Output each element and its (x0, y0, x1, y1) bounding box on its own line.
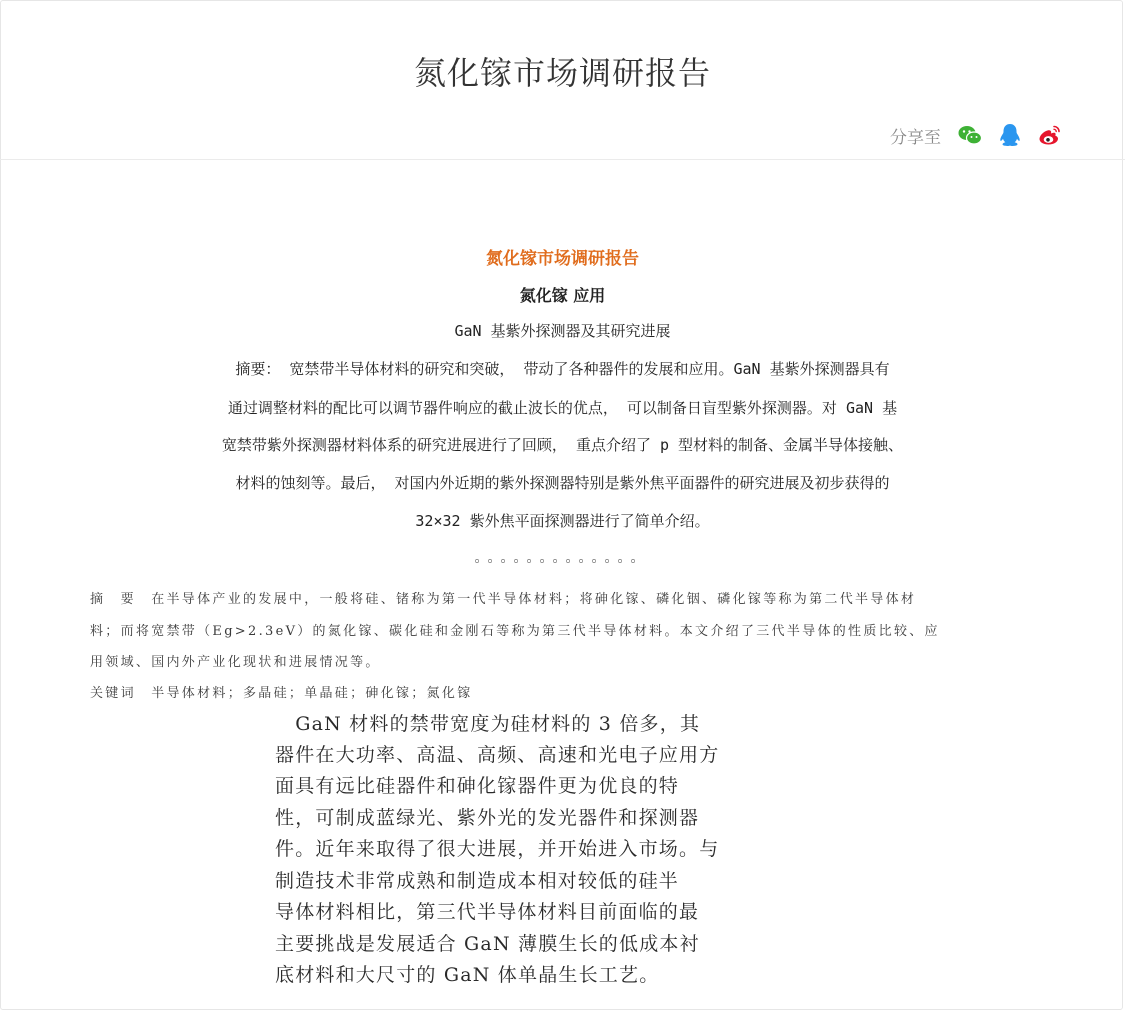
abstract-line: 材料的蚀刻等。最后， 对国内外近期的紫外探测器特别是紫外焦平面器件的研究进展及初步获得的 (235, 474, 890, 492)
wechat-icon[interactable] (957, 122, 983, 148)
abstract-line: 摘要： 宽禁带半导体材料的研究和突破， 带动了各种器件的发展和应用。GaN 基紫外探测器具有 (235, 360, 890, 378)
abstract-line: 通过调整材料的配比可以调节器件响应的截止波长的优点， 可以制备日盲型紫外探测器。对 GaN 基 (227, 399, 898, 417)
abstract-line: 32×32 紫外焦平面探测器进行了简单介绍。 (415, 512, 710, 530)
abstract-line: 宽禁带紫外探测器材料体系的研究进展进行了回顾， 重点介绍了 p 型材料的制备、金属半导体接触、 (221, 436, 904, 454)
scanned-abstract-line: 摘 要 在半导体产业的发展中，一般将硅、锗称为第一代半导体材料；将砷化镓、磷化铟、磷化镓等称为第二代半导体材 (90, 592, 917, 607)
qq-icon[interactable] (997, 122, 1023, 148)
scanned-body-line: 面具有远比硅器件和砷化镓器件更为优良的特 (275, 775, 680, 797)
page-header (0, 0, 1125, 160)
article-subtitle: GaN 基紫外探测器及其研究进展 (454, 322, 671, 340)
page-title: 氮化镓市场调研报告 (413, 54, 711, 92)
scanned-body-line: 器件在大功率、高温、高频、高速和光电子应用方 (275, 744, 720, 766)
scanned-keywords-line: 关键词 半导体材料；多晶硅；单晶硅；砷化镓；氮化镓 (90, 686, 473, 701)
scanned-abstract-line: 用领域、国内外产业化现状和进展情况等。 (90, 655, 381, 670)
separator-dots: 。。。。。。。。。。。。。 (474, 550, 651, 566)
scanned-body-line: 件。近年来取得了很大进展，并开始进入市场。与 (275, 838, 720, 860)
scanned-body-line: 主要挑战是发展适合 GaN 薄膜生长的低成本衬 (275, 933, 700, 955)
weibo-icon[interactable] (1037, 122, 1063, 148)
share-label: 分享至 (890, 127, 941, 148)
scanned-body-line: GaN 材料的禁带宽度为硅材料的 3 倍多，其 (275, 713, 701, 735)
scanned-body-line: 底材料和大尺寸的 GaN 体单晶生长工艺。 (275, 964, 660, 986)
article-title: 氮化镓市场调研报告 (486, 249, 639, 269)
scanned-body-line: 导体材料相比，第三代半导体材料目前面临的最 (275, 901, 700, 923)
scanned-body-line: 制造技术非常成熟和制造成本相对较低的硅半 (275, 870, 680, 892)
article-keywords: 氮化镓 应用 (519, 286, 606, 305)
share-bar (890, 121, 1063, 149)
scanned-abstract-line: 料；而将宽禁带（Eg>2.3eV）的氮化镓、碳化硅和金刚石等称为第三代半导体材料。本文介绍了三代半导体的性质比较、应 (90, 624, 940, 639)
scanned-body-line: 性，可制成蓝绿光、紫外光的发光器件和探测器 (275, 807, 700, 829)
